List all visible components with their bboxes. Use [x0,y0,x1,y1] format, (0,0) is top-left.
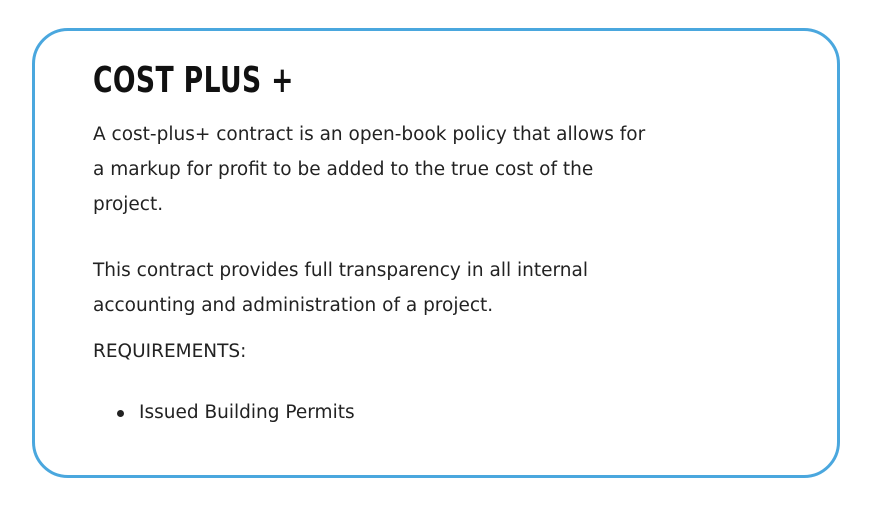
requirements-heading: REQUIREMENTS: [93,341,247,362]
requirement-item [93,395,355,430]
description-paragraph: A cost-plus+ contract is an open-book policy that allows for a markup for profit to be added to the true cost of the project. [93,124,646,215]
transparency-paragraph: This contract provides full transparency in all internal accounting and administration of a project. [93,260,588,316]
requirement-text: Issued Building Permits [139,402,355,423]
contract-card [32,28,840,478]
card-title: COST PLUS + [93,60,294,101]
requirements-list [93,395,355,430]
bullet-icon [117,410,124,417]
